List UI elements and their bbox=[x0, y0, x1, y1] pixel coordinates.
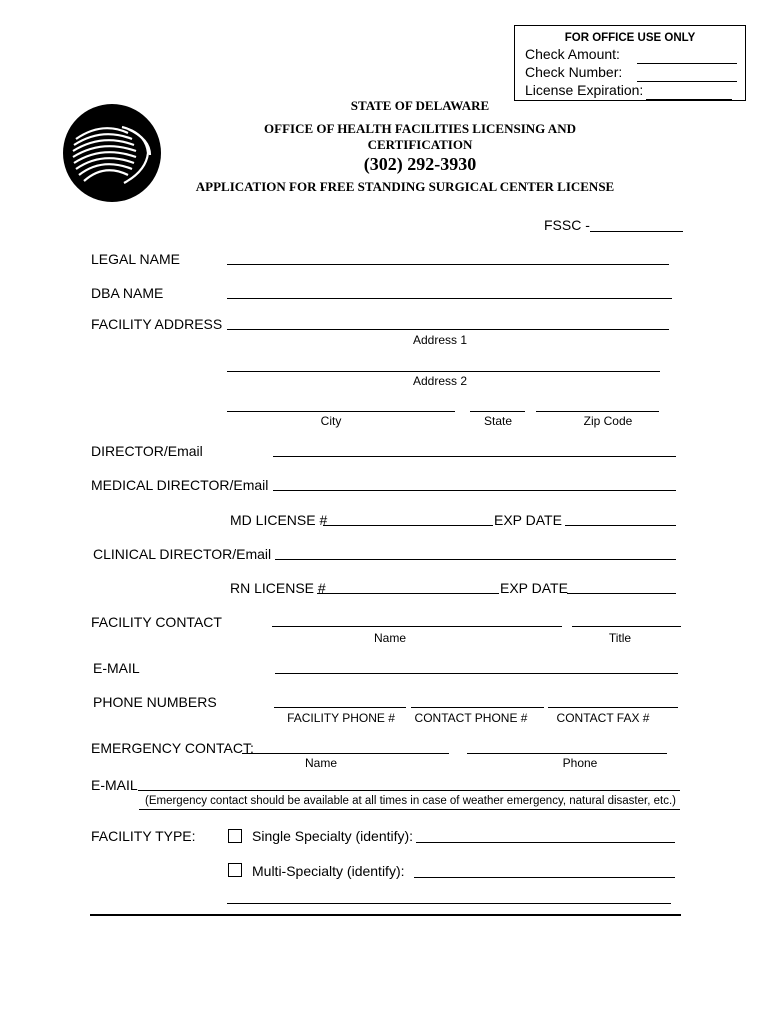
legal-name-field[interactable] bbox=[227, 264, 669, 265]
address1-caption: Address 1 bbox=[412, 333, 468, 347]
contact-name-caption: Name bbox=[373, 631, 406, 645]
legal-name-label: LEGAL NAME bbox=[91, 251, 180, 267]
state-caption: State bbox=[483, 414, 513, 428]
zip-caption: Zip Code bbox=[583, 414, 633, 428]
check-amount-field[interactable] bbox=[637, 63, 737, 64]
multi-specialty-field[interactable] bbox=[414, 877, 675, 878]
license-expiration-label: License Expiration: bbox=[525, 82, 644, 98]
medical-director-email-label: MEDICAL DIRECTOR/Email bbox=[91, 477, 269, 493]
form-title: APPLICATION FOR FREE STANDING SURGICAL CENTER LICENSE bbox=[195, 179, 615, 194]
contact-phone-caption: CONTACT PHONE # bbox=[414, 711, 528, 725]
office-use-box bbox=[514, 25, 746, 101]
specialty-extra-field[interactable] bbox=[227, 903, 671, 904]
facility-phone-caption: FACILITY PHONE # bbox=[287, 711, 395, 725]
medical-director-email-field[interactable] bbox=[273, 490, 676, 491]
state-field[interactable] bbox=[470, 411, 525, 412]
delaware-seal-logo bbox=[62, 103, 162, 203]
fssc-label: FSSC - bbox=[544, 217, 590, 233]
single-specialty-label: Single Specialty (identify): bbox=[252, 828, 414, 844]
md-exp-date-label: EXP DATE bbox=[494, 512, 562, 528]
facility-address-label: FACILITY ADDRESS bbox=[91, 316, 223, 332]
rn-license-field[interactable] bbox=[317, 593, 499, 594]
emergency-email-label: E-MAIL bbox=[91, 777, 138, 793]
facility-phone-field[interactable] bbox=[274, 707, 406, 708]
single-specialty-checkbox[interactable] bbox=[228, 829, 242, 843]
facility-contact-title-field[interactable] bbox=[572, 626, 681, 627]
office-heading-line2: CERTIFICATION bbox=[367, 137, 473, 152]
clinical-director-email-label: CLINICAL DIRECTOR/Email bbox=[93, 546, 272, 562]
md-license-field[interactable] bbox=[323, 525, 493, 526]
multi-specialty-checkbox[interactable] bbox=[228, 863, 242, 877]
emergency-contact-label: EMERGENCY CONTACT: bbox=[91, 740, 254, 756]
check-amount-label: Check Amount: bbox=[525, 46, 620, 62]
phone-numbers-label: PHONE NUMBERS bbox=[93, 694, 217, 710]
emergency-email-field[interactable] bbox=[138, 790, 680, 791]
state-heading: STATE OF DELAWARE bbox=[350, 98, 490, 113]
zip-field[interactable] bbox=[536, 411, 659, 412]
dba-name-field[interactable] bbox=[227, 298, 672, 299]
office-use-heading: FOR OFFICE USE ONLY bbox=[564, 32, 696, 44]
note-divider bbox=[139, 809, 680, 810]
email-field[interactable] bbox=[275, 673, 678, 674]
facility-contact-label: FACILITY CONTACT bbox=[91, 614, 222, 630]
rn-exp-date-label: EXP DATE bbox=[500, 580, 568, 596]
md-license-label: MD LICENSE # bbox=[230, 512, 328, 528]
director-email-field[interactable] bbox=[273, 456, 676, 457]
rn-license-label: RN LICENSE # bbox=[230, 580, 326, 596]
rn-exp-date-field[interactable] bbox=[567, 593, 676, 594]
emergency-contact-name-field[interactable] bbox=[242, 753, 449, 754]
single-specialty-field[interactable] bbox=[416, 842, 675, 843]
dba-name-label: DBA NAME bbox=[91, 285, 164, 301]
license-expiration-field[interactable] bbox=[646, 99, 732, 100]
address2-caption: Address 2 bbox=[412, 374, 468, 388]
emergency-contact-phone-field[interactable] bbox=[467, 753, 667, 754]
multi-specialty-label: Multi-Specialty (identify): bbox=[252, 863, 405, 879]
check-number-label: Check Number: bbox=[525, 64, 623, 80]
address2-field[interactable] bbox=[227, 371, 660, 372]
city-caption: City bbox=[320, 414, 342, 428]
emergency-name-caption: Name bbox=[304, 756, 337, 770]
md-exp-date-field[interactable] bbox=[565, 525, 676, 526]
check-number-field[interactable] bbox=[637, 81, 737, 82]
office-heading-line1: OFFICE OF HEALTH FACILITIES LICENSING AND bbox=[264, 121, 576, 136]
clinical-director-email-field[interactable] bbox=[275, 559, 676, 560]
fssc-field[interactable] bbox=[590, 231, 683, 232]
city-field[interactable] bbox=[227, 411, 455, 412]
contact-title-caption: Title bbox=[608, 631, 632, 645]
director-email-label: DIRECTOR/Email bbox=[91, 443, 203, 459]
bottom-divider bbox=[90, 914, 681, 916]
contact-fax-caption: CONTACT FAX # bbox=[556, 711, 650, 725]
emergency-note: (Emergency contact should be available at all times in case of weather emergency, natural disaster, etc.) bbox=[145, 795, 676, 807]
facility-type-label: FACILITY TYPE: bbox=[91, 828, 196, 844]
email-label: E-MAIL bbox=[93, 660, 140, 676]
address1-field[interactable] bbox=[227, 329, 669, 330]
office-phone: (302) 292-3930 bbox=[363, 154, 477, 174]
contact-fax-field[interactable] bbox=[548, 707, 678, 708]
emergency-phone-caption: Phone bbox=[562, 756, 598, 770]
contact-phone-field[interactable] bbox=[411, 707, 544, 708]
facility-contact-name-field[interactable] bbox=[272, 626, 562, 627]
